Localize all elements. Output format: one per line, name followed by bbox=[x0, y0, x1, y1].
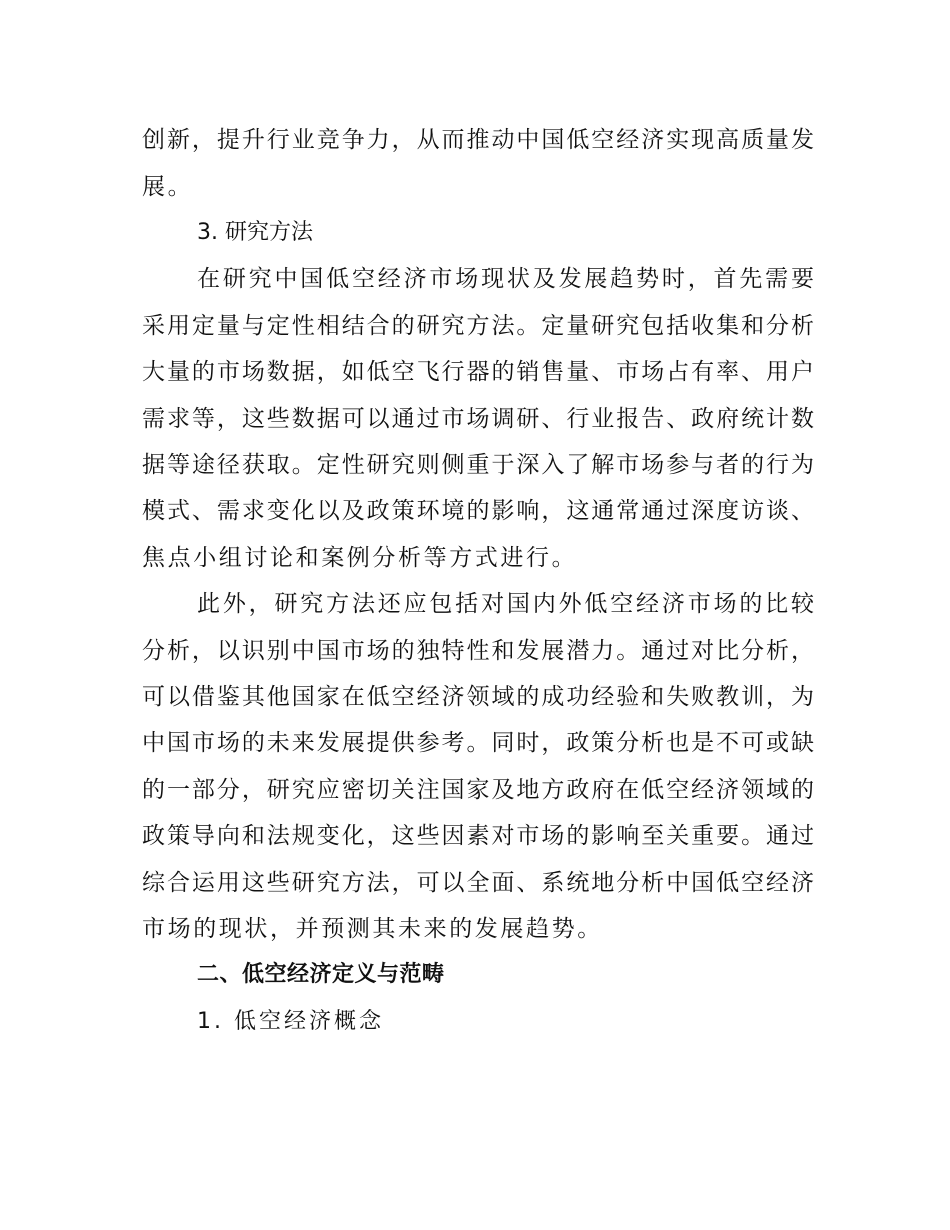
paragraph-line: 大量的市场数据，如低空飞行器的销售量、市场占有率、用户 bbox=[142, 359, 814, 385]
paragraph-line: 市场的现状，并预测其未来的发展趋势。 bbox=[142, 916, 603, 942]
paragraph-line: 需求等，这些数据可以通过市场调研、行业报告、政府统计数 bbox=[142, 406, 814, 432]
paragraph-line: 焦点小组讨论和案例分析等方式进行。 bbox=[142, 545, 578, 571]
paragraph-line: 展。 bbox=[142, 174, 194, 200]
paragraph-line: 在研究中国低空经济市场现状及发展趋势时，首先需要 bbox=[197, 266, 814, 292]
paragraph-line: 中国市场的未来发展提供参考。同时，政策分析也是不可或缺 bbox=[142, 730, 814, 756]
paragraph-line: 创新，提升行业竞争力，从而推动中国低空经济实现高质量发 bbox=[142, 127, 814, 153]
paragraph-line: 采用定量与定性相结合的研究方法。定量研究包括收集和分析 bbox=[142, 313, 814, 339]
paragraph-line: 的一部分，研究应密切关注国家及地方政府在低空经济领域的 bbox=[142, 777, 814, 803]
paragraph-line: 此外，研究方法还应包括对国内外低空经济市场的比较 bbox=[197, 591, 814, 617]
chapter-heading-definition: 二、低空经济定义与范畴 bbox=[197, 962, 445, 987]
paragraph-line: 综合运用这些研究方法，可以全面、系统地分析中国低空经济 bbox=[142, 870, 814, 896]
paragraph-line: 分析，以识别中国市场的独特性和发展潜力。通过对比分析， bbox=[142, 638, 814, 664]
paragraph-line: 政策导向和法规变化，这些因素对市场的影响至关重要。通过 bbox=[142, 823, 814, 849]
section-heading-concept: 1. 低空经济概念 bbox=[197, 1009, 384, 1034]
paragraph-line: 据等途径获取。定性研究则侧重于深入了解市场参与者的行为 bbox=[142, 452, 814, 478]
paragraph-line: 可以借鉴其他国家在低空经济领域的成功经验和失败教训，为 bbox=[142, 684, 814, 710]
section-heading-research-methods: 3. 研究方法 bbox=[197, 220, 313, 245]
paragraph-line: 模式、需求变化以及政策环境的影响，这通常通过深度访谈、 bbox=[142, 498, 814, 524]
